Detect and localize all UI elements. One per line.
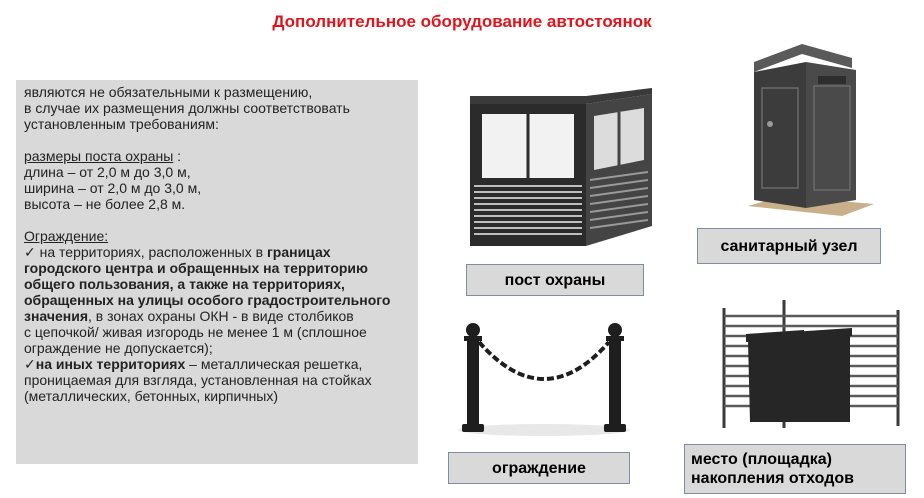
guard-booth-image — [466, 86, 656, 250]
intro-line: являются не обязательными к размещению, — [24, 84, 313, 100]
page-title: Дополнительное оборудование автостоянок — [272, 12, 652, 31]
guard-post-caption: пост охраны — [466, 264, 644, 296]
sizes-heading: размеры поста охраны — [24, 148, 174, 164]
fence-caption: ограждение — [448, 452, 630, 484]
portable-toilet-image — [742, 40, 876, 218]
bollard-chain-image — [456, 320, 632, 438]
sizes-heading-line: размеры поста охраны : — [24, 148, 182, 164]
check-icon: ✓ — [24, 244, 36, 260]
requirements-text-panel: являются не обязательными к размещению, в случае их размещения должны соответствовать установленным требованиям: размеры поста охраны : длина – от 2,0 м до 3,0 м, ширина – от 2,0 м до 3,0 м, высота – не более 2,8 м. Ограждение: ✓ на территориях, расположенных в границах городского центра и обращенных на территорию общего пользования, а также на территориях, обращенных на улицы особого градостроительного значения, в зонах охраны ОКН - в виде столбиков с цепочкой/ живая изгородь не менее 1 м (сплошное ограждение не допускается); ✓на иных территориях – металлическая решетка, проницаемая для взгляда, установленная на стойках (металлических, бетонных, кирпичных) — [16, 80, 418, 464]
waste-site-image — [718, 296, 904, 432]
fence-item-2: ✓на иных территориях – металлическая решетка, — [24, 356, 363, 372]
size-width: ширина – от 2,0 м до 3,0 м, — [24, 180, 202, 196]
intro-line: в случае их размещения должны соответствовать — [24, 100, 350, 116]
fence-heading: Ограждение: — [24, 228, 109, 244]
waste-site-caption: место (площадка) накопления отходов — [684, 444, 906, 494]
toilet-caption: санитарный узел — [697, 228, 881, 264]
check-icon: ✓ — [24, 356, 36, 372]
size-height: высота – не более 2,8 м. — [24, 196, 186, 212]
intro-line: установленным требованиям: — [24, 116, 219, 132]
fence-item-1: ✓ на территориях, расположенных в границах — [24, 244, 331, 260]
size-length: длина – от 2,0 м до 3,0 м, — [24, 164, 191, 180]
